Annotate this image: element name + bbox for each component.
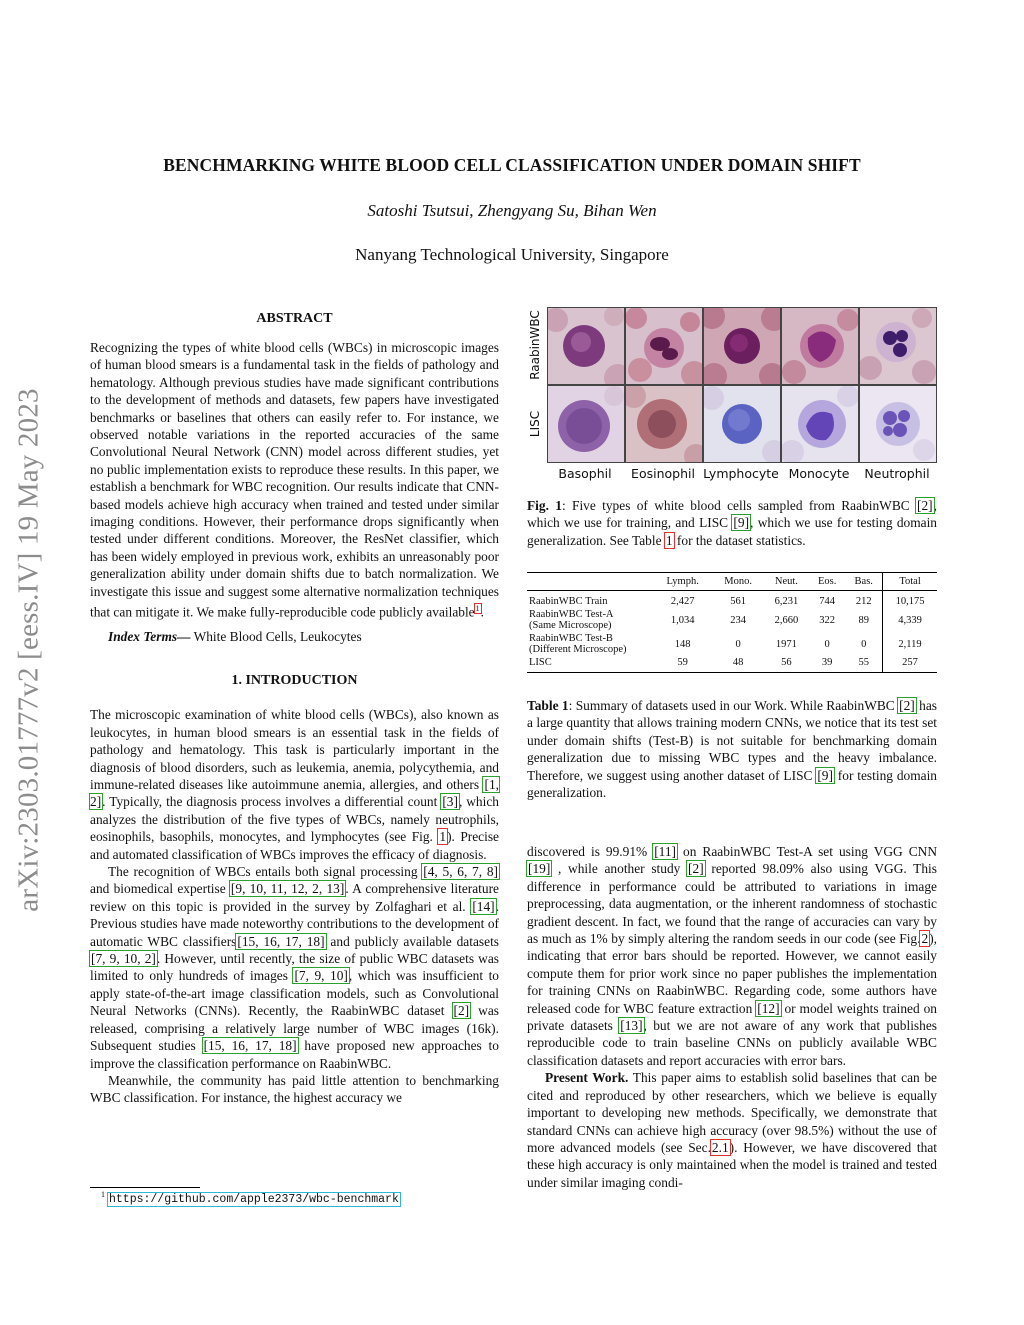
col-label-basophil: Basophil — [558, 466, 612, 481]
col-label-lymphocyte: Lymphocyte — [703, 466, 779, 481]
right-column-body: discovered is 99.91% [11] on RaabinWBC Test-A set using VGG CNN [19] , while another study [2] reported 98.09% also using VGG. This difference in performance could be attributed to variations in image preprocessing, data augmentation, or the inherent randomness of stochastic gradient descent. In fact, we found that the range of accuracies can vary by as much as 1% by simply altering the random seeds in our code (see Fig.2), indicating that error bars should be reported. However, we cannot easily compute them for prior work since no paper publishes the implementation for training CNNs on RaabinWBC. Regarding code, some authors have released code for WBC feature extraction [12] or model weights trained on private datasets [13], but we are not aware of any work that publishes reproducible code to train baseline CNNs on publicly available WBC classification datasets and report accuracies with error bars. Present Work. This paper aims to establish solid baselines that can be cited and reproduced by other researchers, which we believe is equally important to developing new methods. Specifically, we demonstrate that standard CNNs can achieve high accuracy (over 98.5%) without the use of more advanced models (see Sec.2.1). However, we have discovered that these high accuracy is only maintained when the model is trained and tested under similar imaging condi- — [527, 844, 938, 1190]
citation-link[interactable]: [7, 9, 10, 2] — [91, 951, 156, 967]
figure-ref-link[interactable]: 1 — [439, 829, 447, 845]
col-header: Total — [883, 573, 937, 591]
citation-link[interactable]: [9] — [733, 515, 750, 531]
citation-link[interactable]: [2] — [917, 498, 933, 513]
footnote-marker[interactable]: 1 — [475, 604, 480, 614]
cell-image-lisc-monocyte — [781, 385, 859, 463]
row-label-lisc: LISC — [528, 410, 542, 438]
citation-link[interactable]: [15, 16, 17, 18] — [237, 933, 325, 949]
footnote-url[interactable]: https://github.com/apple2373/wbc-benchmark — [109, 1193, 399, 1206]
cell-image-raabin-monocyte — [781, 307, 859, 385]
figure-ref-link[interactable]: 2 — [921, 931, 929, 947]
citation-link[interactable]: [2] — [688, 861, 704, 877]
present-work-label: Present Work. — [545, 1070, 629, 1086]
dataset-table — [527, 572, 937, 673]
row-label-raabinwbc: RaabinWBC — [528, 310, 542, 380]
citation-link[interactable]: [9] — [817, 767, 833, 783]
cell-image-raabin-basophil — [547, 307, 625, 385]
footnote-rule — [90, 1187, 200, 1188]
abstract-heading: ABSTRACT — [256, 311, 333, 326]
citation-link[interactable]: [14] — [472, 898, 495, 914]
cell-image-raabin-eosinophil — [625, 307, 703, 385]
table-row: RaabinWBC Test-B (Different Microscope) 148 0 1971 0 0 2,119 — [527, 632, 937, 656]
paper-title: BENCHMARKING WHITE BLOOD CELL CLASSIFICATION UNDER DOMAIN SHIFT — [163, 155, 861, 175]
cell-image-raabin-lymphocyte — [703, 307, 781, 385]
citation-link[interactable]: [15, 16, 17, 18] — [203, 1038, 297, 1054]
intro-paragraph-3: Meanwhile, the community has paid little attention to benchmarking WBC classification. For instance, the highest accuracy we — [90, 1072, 499, 1106]
col-header: Eos. — [809, 573, 845, 591]
col-header: Neut. — [764, 573, 809, 591]
citation-link[interactable]: [3] — [442, 794, 458, 810]
table-caption: Table 1: Summary of datasets used in our Work. While RaabinWBC [2] has a large quantity that allows training modern CNNs, we notice that its test set under domain shifts (Test-B) is not suitable for benchmarking domain generalization due to missing WBC types and the heavy imbalance. Therefore, we suggest using another dataset of LISC [9] for testing domain generalization. — [527, 698, 937, 801]
abstract-body: Recognizing the types of white blood cells (WBCs) in microscopic images of human blood smears is a fundamental task in the fields of pathology and hematology. Although previous studies have made significant contributions to the development of methods and datasets, few papers have investigated benchmarks or baselines that others can easily refer to. For instance, we observed notable variations in the reported accuracies of the same Convolutional Neural Network (CNN) model across different studies, yet no public implementation exists to reproduce these results. In this paper, we establish a benchmark for WBC recognition. Our results indicate that CNN-based models achieve high accuracy when trained and tested under similar imaging conditions. However, their performance drops significantly when tested under different conditions. Moreover, the ResNet classifier, which has been widely employed in previous work, exhibits an unreasonably poor generalization ability under domain shifts due to batch normalization. We investigate this issue and suggest some alternative normalization techniques that can mitigate it. We make fully-reproducible code publicly available$^1$. Index Terms— White Blood Cells, Leukocytes — [90, 340, 499, 644]
citation-link[interactable]: [2] — [899, 698, 915, 713]
citation-link[interactable]: [7, 9, 10] — [294, 968, 348, 984]
citation-link[interactable]: [1, 2] — [90, 777, 499, 810]
col-label-neutrophil: Neutrophil — [864, 466, 930, 481]
cell-image-lisc-basophil — [547, 385, 625, 463]
col-label-eosinophil: Eosinophil — [631, 466, 695, 481]
arxiv-identifier: arXiv:2303.01777v2 [eess.IV] 19 May 2023 — [12, 388, 45, 912]
citation-link[interactable]: [4, 5, 6, 7, 8] — [423, 864, 498, 880]
index-terms-label: Index Terms— — [108, 628, 191, 644]
abstract-text: Recognizing the types of white blood cells (WBCs) in microscopic images of human blood smears is a fundamental task in the fields of pathology and hematology. Although previous studies have made significant contributions to the development of methods and datasets, few papers have investigated benchmarks or baselines that others can easily refer to. For instance, we observed notable variations in the reported accuracies of the same Convolutional Neural Network (CNN) model across different studies, yet no public implementation exists to reproduce these results. In this paper, we establish a benchmark for WBC recognition. Our results indicate that CNN-based models achieve high accuracy when trained and tested under similar imaging conditions. However, their performance drops significantly when tested under different conditions. Moreover, the ResNet classifier, which has been widely employed in previous work, exhibits an unreasonably poor generalization ability under domain shifts due to batch normalization. We investigate this issue and suggest some alternative normalization techniques that can mitigate it. We make fully-reproducible code publicly available — [90, 340, 499, 620]
paper-affiliation: Nanyang Technological University, Singapore — [355, 245, 669, 264]
introduction-heading: 1. INTRODUCTION — [231, 673, 358, 689]
left-column — [90, 311, 499, 1107]
citation-link[interactable]: [12] — [757, 1000, 780, 1016]
col-header: Mono. — [712, 573, 764, 591]
footnote-number: 1 — [101, 1190, 105, 1199]
table-row: RaabinWBC Test-A (Same Microscope) 1,034 234 2,660 322 89 4,339 — [527, 608, 937, 632]
col-header: Bas. — [845, 573, 882, 591]
table-row: RaabinWBC Train 2,427 561 6,231 744 212 10,175 — [527, 591, 937, 609]
citation-link[interactable]: [11] — [654, 844, 677, 859]
citation-link[interactable]: [9, 10, 11, 12, 2, 13] — [230, 881, 345, 897]
col-label-monocyte: Monocyte — [788, 466, 850, 481]
table-row: LISC 59 48 56 39 55 257 — [527, 656, 937, 673]
col-header: Lymph. — [653, 573, 712, 591]
cell-image-lisc-lymphocyte — [703, 385, 781, 463]
cell-image-lisc-neutrophil — [859, 385, 937, 463]
figure-caption: Fig. 1: Five types of white blood cells sampled from RaabinWBC [2], which we use for training, and LISC [9], which we use for testing domain generalization. See Table 1 for the dataset statistics. — [527, 498, 938, 548]
section-ref-link[interactable]: 2.1 — [711, 1139, 729, 1155]
table-header-row — [527, 573, 937, 591]
table-ref-link[interactable]: 1 — [665, 532, 673, 548]
citation-link[interactable]: [13] — [620, 1018, 643, 1034]
introduction-body: The microscopic examination of white blood cells (WBCs), also known as leukocytes, in human blood smears is an essential task in the fields of pathology and hematology. This task is particularly important in the diagnosis of blood disorders, such as leukemia, anemia, polycythemia, and immune-related diseases like autoimmune anemia, allergies, and others [1, 2]. Typically, the diagnosis process involves a differential count [3], which analyzes the distribution of the five types of WBCs, namely neutrophils, eosinophils, basophils, monocytes, and lymphocytes (see Fig. 1). Precise and automated classification of WBCs improves the efficacy of diagnosis. The recognition of WBCs entails both signal processing [4, 5, 6, 7, 8] and biomedical expertise [9, 10, 11, 12, 2, 13]. A comprehensive literature review on this topic is provided in the survey by Zolfaghari et al. [14]. Previous studies have made noteworthy contributions to the development of automatic WBC classifiers[15, 16, 17, 18] and publicly available datasets [7, 9, 10, 2]. However, until recently, the size of public WBC datasets was limited to only hundreds of images [7, 9, 10], which was insufficient to apply state-of-the-art image classification models, such as Convolutional Neural Networks (CNNs). Recently, the RaabinWBC dataset [2] was released, comprising a relatively large number of WBC images (16k). Subsequent studies [15, 16, 17, 18] have proposed new approaches to improve the classification performance on RaabinWBC. Meanwhile, the community has paid little attention to benchmarking WBC classification. For instance, the highest accuracy we — [90, 707, 500, 1106]
citation-link[interactable]: [2] — [453, 1003, 470, 1019]
index-terms: White Blood Cells, Leukocytes — [190, 628, 362, 644]
citation-link[interactable]: [19] — [528, 861, 551, 877]
cell-image-lisc-eosinophil — [625, 385, 703, 463]
figure-1 — [527, 305, 937, 485]
cell-image-raabin-neutrophil — [859, 307, 937, 385]
paper-authors: Satoshi Tsutsui, Zhengyang Su, Bihan Wen — [367, 201, 657, 220]
